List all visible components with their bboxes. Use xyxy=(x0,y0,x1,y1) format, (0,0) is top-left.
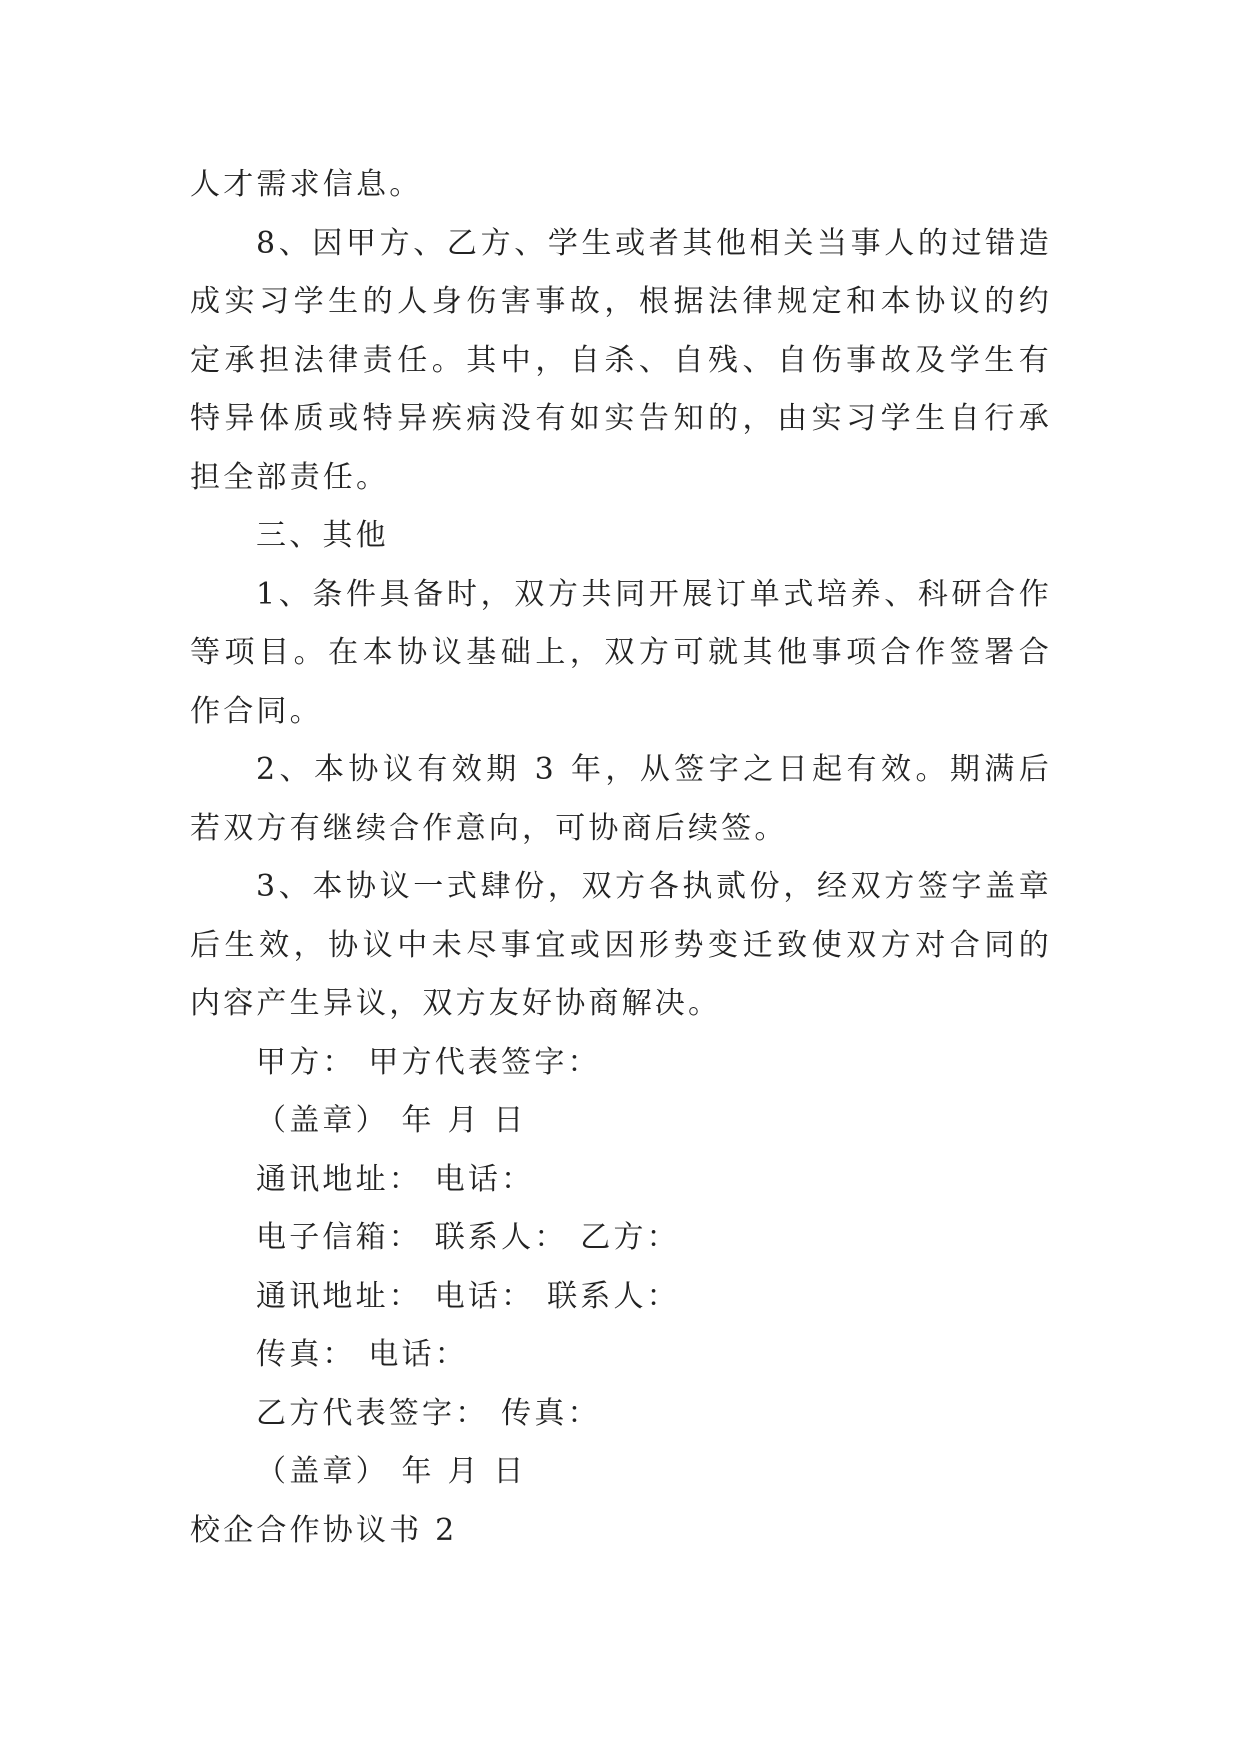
next-document-title: 校企合作协议书 2 xyxy=(190,1512,458,1548)
seal-date-line-a: （盖章） 年 月 日 xyxy=(256,1103,527,1138)
paragraph-other-2: 2、本协议有效期 3 年，从签字之日起有效。期满后若双方有继续合作意向，可协商后续签。 xyxy=(190,752,1052,846)
address-phone-line-a: 通讯地址： 电话： xyxy=(256,1161,535,1197)
signature-party-a: 甲方： 甲方代表签字： xyxy=(256,1044,601,1080)
seal-date-line-b: （盖章） 年 月 日 xyxy=(256,1454,527,1489)
address-phone-line-b: 通讯地址： 电话： 联系人： xyxy=(256,1278,680,1314)
paragraph-item-8: 8、因甲方、乙方、学生或者其他相关当事人的过错造成实习学生的人身伤害事故，根据法律规定和本协议的约定承担法律责任。其中，自杀、自残、自伤事故及学生有特异体质或特异疾病没有如实告知的，由实习学生自行承担全部责任。 xyxy=(190,225,1052,495)
email-contact-line: 电子信箱： 联系人： 乙方： xyxy=(256,1220,680,1255)
paragraph-continuation: 人才需求信息。 xyxy=(190,167,423,202)
signature-party-b: 乙方代表签字： 传真： xyxy=(256,1395,601,1431)
document-body xyxy=(190,156,1052,1560)
fax-phone-line: 传真： 电话： xyxy=(256,1337,468,1372)
section-heading-other: 三、其他 xyxy=(256,518,389,553)
paragraph-other-1: 1、条件具备时，双方共同开展订单式培养、科研合作等项目。在本协议基础上，双方可就其他事项合作签署合作合同。 xyxy=(190,576,1052,729)
paragraph-other-3: 3、本协议一式肆份，双方各执贰份，经双方签字盖章后生效，协议中未尽事宜或因形势变迁致使双方对合同的内容产生异议，双方友好协商解决。 xyxy=(190,869,1052,1021)
